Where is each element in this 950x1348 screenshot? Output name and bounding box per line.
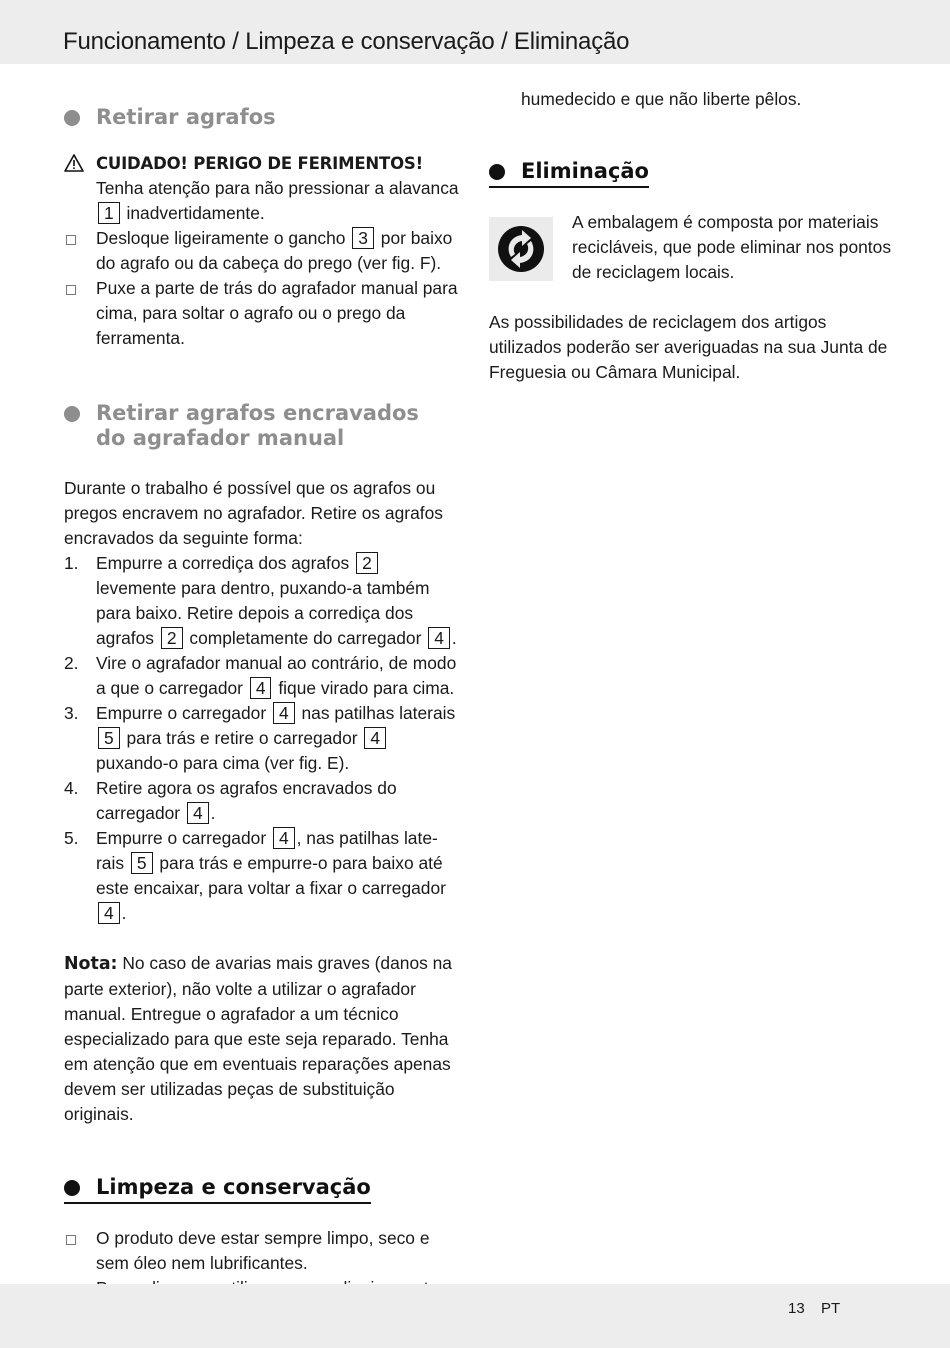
list-item: Puxe a parte de trás do agrafador manual para cima, para soltar o agrafo ou o prego da ferramenta. [64, 276, 464, 351]
step-item: 5. Empurre o carregador 4 , nas patilhas late-rais 5 para trás e empurre-o para baixo até este encaixar, para voltar a fixar o carregador 4 . [64, 828, 446, 923]
step-item: 3. Empurre o carregador 4 nas patilhas laterais 5 para trás e retire o carregador 4 puxando-o para cima (ver fig. E). [64, 703, 456, 773]
green-dot-recycling-icon [489, 217, 553, 281]
part-ref: 4 [428, 627, 450, 649]
note-paragraph: Nota: No caso de avarias mais graves (danos na parte exterior), não volte a utilizar o agrafador manual. Entregue o agrafador a um técnico especializado para que este seja reparado. Tenha em atenção que em eventuais reparações apenas devem ser utilizadas peças de substituição originais. [64, 953, 452, 1124]
list-item: O produto deve estar sempre limpo, seco e sem óleo nem lubrificantes. [64, 1226, 464, 1276]
bullet-dot-icon [64, 1180, 80, 1196]
note-label: Nota: [64, 954, 118, 974]
heading-text: Retirar agrafos [96, 105, 276, 129]
part-ref: 5 [98, 727, 120, 749]
recycling-info: As possibilidades de reciclagem dos artigos utilizados poderão ser averiguadas na sua Junta de Freguesia ou Câmara Municipal. [489, 312, 888, 382]
warning-block [64, 151, 464, 226]
bullet-dot-icon [64, 406, 80, 422]
continuation-text: humedecido e que não liberte pêlos. [521, 89, 802, 109]
page-number: 13 [788, 1300, 805, 1317]
heading-retirar-agrafos [64, 105, 464, 130]
checkbox-bullet-icon [66, 1235, 76, 1245]
page-footer [0, 1284, 950, 1348]
heading-limpeza-conservacao: Limpeza e conservação [64, 1175, 371, 1204]
warning-triangle-icon [64, 154, 84, 172]
step-item: 1. Empurre a corrediça dos agrafos 2 levemente para dentro, puxando-a também para baixo. Retire depois a corrediça dos agrafos 2 completamente do carregador 4 . [64, 553, 457, 648]
part-ref: 4 [364, 727, 386, 749]
checkbox-bullet-icon [66, 235, 76, 245]
checkbox-bullet-icon [66, 285, 76, 295]
part-ref: 3 [352, 227, 374, 249]
part-ref: 4 [187, 802, 209, 824]
heading-retirar-agrafos-encravados: Retirar agrafos encravados do agrafador manual [64, 401, 464, 451]
bullet-dot-icon [64, 110, 80, 126]
part-ref: 5 [131, 852, 153, 874]
packaging-block [489, 210, 892, 290]
step-item: 4. Retire agora os agrafos encravados do carregador 4 . [64, 778, 397, 823]
bullet-dot-icon [489, 164, 505, 180]
part-ref: 2 [356, 552, 378, 574]
heading-eliminacao: Eliminação [489, 159, 649, 188]
part-ref: 4 [273, 827, 295, 849]
page-header [0, 0, 950, 64]
page-title: Funcionamento / Limpeza e conservação / Eliminação [63, 28, 630, 55]
language-code: PT [821, 1300, 841, 1317]
intro-paragraph: Durante o trabalho é possível que os agrafos ou pregos encravem no agrafador. Retire os agrafos encravados da seguinte forma: [64, 478, 443, 548]
part-ref: 1 [98, 202, 120, 224]
warning-text: Tenha atenção para não pressionar a alavanca 1 inadvertidamente. [96, 178, 459, 223]
list-item: Desloque ligeiramente o gancho 3 por baixo do agrafo ou da cabeça do prego (ver fig. F). [64, 226, 464, 276]
part-ref: 4 [98, 902, 120, 924]
left-column [64, 105, 464, 1301]
warning-title: CUIDADO! PERIGO DE FERIMENTOS! [96, 154, 423, 173]
part-ref: 4 [250, 677, 272, 699]
part-ref: 2 [161, 627, 183, 649]
part-ref: 4 [273, 702, 295, 724]
step-item: 2. Vire o agrafador manual ao contrário, de modo a que o carregador 4 fique virado para cima. [64, 653, 457, 698]
right-column [489, 87, 892, 385]
packaging-text: A embalagem é composta por materiais recicláveis, que pode eliminar nos pontos de reciclagem locais. [572, 212, 892, 282]
